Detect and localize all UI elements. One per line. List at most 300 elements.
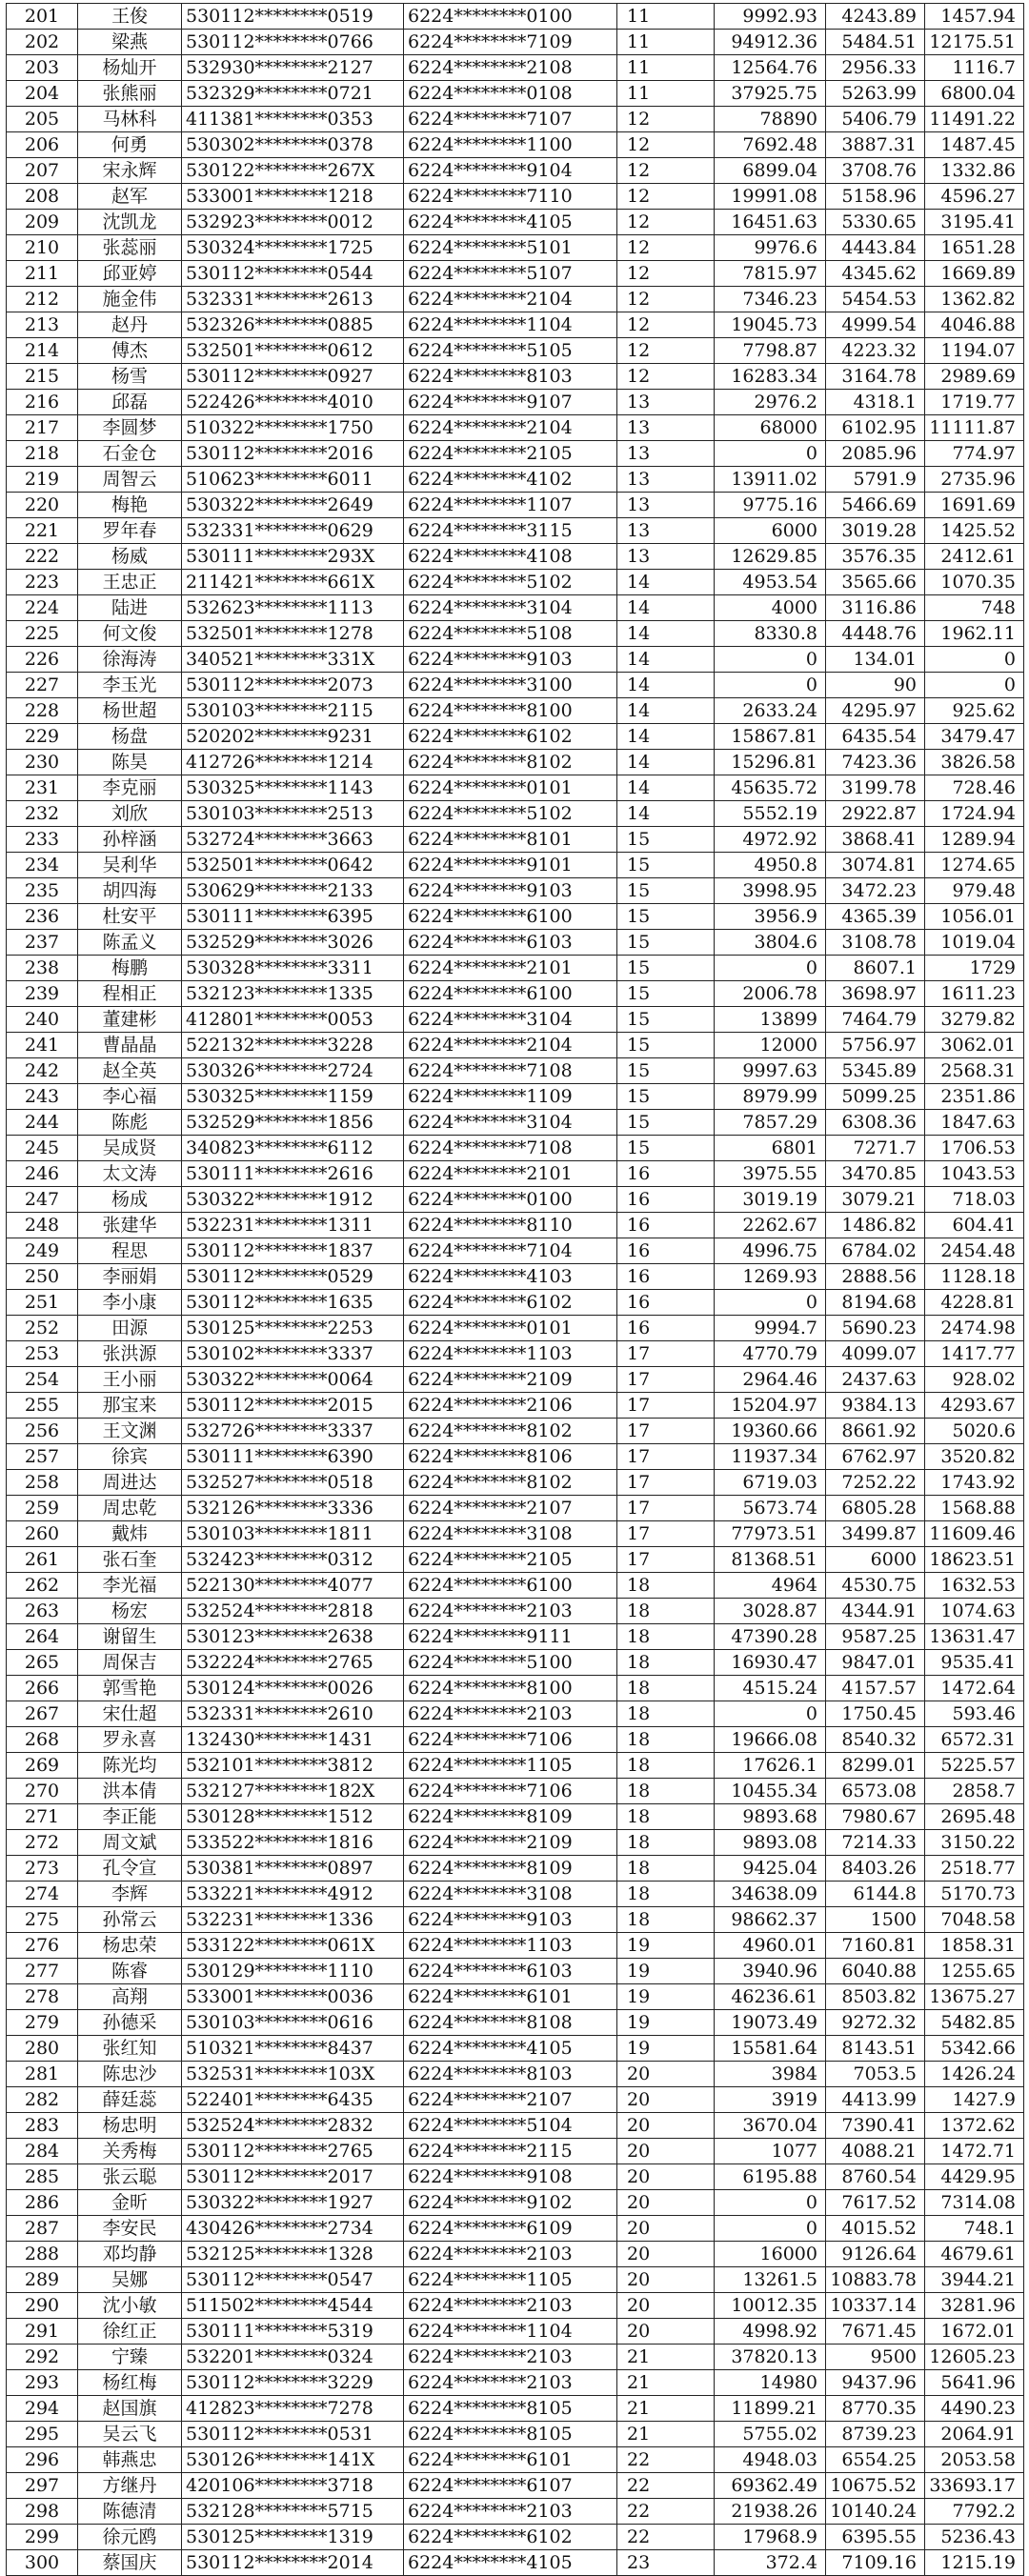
cell-card-number: 6224********5102 [404, 801, 617, 827]
cell-name: 胡四海 [78, 878, 182, 904]
cell-amount-a: 4000 [715, 595, 826, 621]
cell-group: 20 [617, 2139, 715, 2164]
cell-amount-c: 9535.41 [925, 1650, 1024, 1676]
cell-id-number: 530325********1159 [182, 1084, 404, 1110]
cell-amount-b: 7053.5 [826, 2062, 925, 2087]
cell-row-index: 268 [7, 1727, 78, 1753]
cell-amount-b: 90 [826, 673, 925, 698]
cell-row-index: 299 [7, 2525, 78, 2550]
cell-group: 18 [617, 1804, 715, 1830]
cell-id-number: 412823********7278 [182, 2396, 404, 2422]
cell-amount-a: 5673.74 [715, 1496, 826, 1521]
cell-row-index: 279 [7, 2010, 78, 2036]
cell-row-index: 246 [7, 1161, 78, 1187]
cell-row-index: 252 [7, 1316, 78, 1341]
cell-amount-c: 2454.48 [925, 1238, 1024, 1264]
cell-name: 董建彬 [78, 1007, 182, 1033]
table-row [7, 1058, 1024, 1084]
cell-group: 22 [617, 2525, 715, 2550]
table-row [7, 1727, 1024, 1753]
cell-amount-a: 7798.87 [715, 338, 826, 364]
cell-id-number: 530122********267X [182, 158, 404, 184]
cell-id-number: 530325********1143 [182, 775, 404, 801]
cell-name: 周文斌 [78, 1830, 182, 1856]
cell-id-number: 510321********8437 [182, 2036, 404, 2062]
cell-amount-a: 9994.7 [715, 1316, 826, 1341]
cell-name: 程思 [78, 1238, 182, 1264]
cell-row-index: 251 [7, 1290, 78, 1316]
cell-amount-c: 2351.86 [925, 1084, 1024, 1110]
cell-amount-a: 0 [715, 1290, 826, 1316]
table-row [7, 2216, 1024, 2242]
cell-group: 21 [617, 2345, 715, 2370]
cell-id-number: 530112********2014 [182, 2550, 404, 2576]
cell-amount-b: 6395.55 [826, 2525, 925, 2550]
cell-id-number: 530112********0927 [182, 364, 404, 390]
cell-group: 14 [617, 647, 715, 673]
cell-name: 宁臻 [78, 2345, 182, 2370]
table-row [7, 1907, 1024, 1933]
cell-id-number: 530128********1512 [182, 1804, 404, 1830]
cell-card-number: 6224********2107 [404, 2087, 617, 2113]
cell-group: 21 [617, 2396, 715, 2422]
cell-id-number: 532123********1335 [182, 981, 404, 1007]
cell-card-number: 6224********4105 [404, 210, 617, 235]
cell-amount-c: 2518.77 [925, 1856, 1024, 1882]
table-row [7, 544, 1024, 570]
cell-name: 梅鹏 [78, 956, 182, 981]
cell-group: 18 [617, 1624, 715, 1650]
table-row [7, 1753, 1024, 1779]
table-row [7, 312, 1024, 338]
cell-card-number: 6224********2109 [404, 1367, 617, 1393]
cell-name: 杨雪 [78, 364, 182, 390]
cell-amount-a: 17626.1 [715, 1753, 826, 1779]
cell-id-number: 532529********3026 [182, 930, 404, 956]
cell-row-index: 231 [7, 775, 78, 801]
table-row [7, 1779, 1024, 1804]
cell-card-number: 6224********1104 [404, 312, 617, 338]
cell-amount-a: 6000 [715, 518, 826, 544]
cell-amount-b: 8143.51 [826, 2036, 925, 2062]
cell-group: 17 [617, 1444, 715, 1470]
cell-name: 高翔 [78, 1984, 182, 2010]
cell-card-number: 6224********8103 [404, 364, 617, 390]
cell-row-index: 208 [7, 184, 78, 210]
cell-id-number: 532329********0721 [182, 81, 404, 107]
cell-amount-c: 1128.18 [925, 1264, 1024, 1290]
cell-amount-a: 78890 [715, 107, 826, 132]
cell-amount-a: 1269.93 [715, 1264, 826, 1290]
cell-card-number: 6224********3108 [404, 1882, 617, 1907]
cell-card-number: 6224********7108 [404, 1058, 617, 1084]
cell-row-index: 207 [7, 158, 78, 184]
cell-amount-c: 2858.7 [925, 1779, 1024, 1804]
table-row [7, 981, 1024, 1007]
cell-amount-a: 9976.6 [715, 235, 826, 261]
cell-amount-a: 2964.46 [715, 1367, 826, 1393]
cell-group: 19 [617, 2036, 715, 2062]
cell-row-index: 229 [7, 724, 78, 750]
table-row [7, 724, 1024, 750]
cell-amount-b: 5756.97 [826, 1033, 925, 1058]
cell-amount-a: 0 [715, 2190, 826, 2216]
cell-amount-a: 0 [715, 647, 826, 673]
cell-amount-a: 4996.75 [715, 1238, 826, 1264]
cell-amount-b: 3079.21 [826, 1187, 925, 1213]
cell-id-number: 532726********3337 [182, 1419, 404, 1444]
cell-amount-c: 925.62 [925, 698, 1024, 724]
cell-card-number: 6224********8109 [404, 1804, 617, 1830]
cell-amount-b: 10337.14 [826, 2293, 925, 2319]
table-row [7, 1084, 1024, 1110]
cell-amount-b: 2085.96 [826, 441, 925, 467]
table-row [7, 1676, 1024, 1701]
cell-group: 15 [617, 1110, 715, 1136]
cell-amount-b: 7617.52 [826, 2190, 925, 2216]
cell-amount-c: 18623.51 [925, 1547, 1024, 1573]
table-row [7, 2036, 1024, 2062]
cell-card-number: 6224********5105 [404, 338, 617, 364]
cell-row-index: 227 [7, 673, 78, 698]
cell-amount-c: 928.02 [925, 1367, 1024, 1393]
cell-amount-b: 8403.26 [826, 1856, 925, 1882]
cell-amount-c: 1568.88 [925, 1496, 1024, 1521]
cell-name: 杨成 [78, 1187, 182, 1213]
cell-amount-a: 372.4 [715, 2550, 826, 2576]
table-row [7, 1547, 1024, 1573]
cell-amount-a: 6195.88 [715, 2164, 826, 2190]
cell-group: 12 [617, 235, 715, 261]
cell-amount-b: 134.01 [826, 647, 925, 673]
cell-amount-b: 7214.33 [826, 1830, 925, 1856]
cell-amount-b: 6573.08 [826, 1779, 925, 1804]
cell-amount-c: 4679.61 [925, 2242, 1024, 2267]
cell-amount-a: 6899.04 [715, 158, 826, 184]
cell-row-index: 294 [7, 2396, 78, 2422]
cell-amount-c: 4228.81 [925, 1290, 1024, 1316]
cell-id-number: 532231********1336 [182, 1907, 404, 1933]
cell-group: 15 [617, 1007, 715, 1033]
table-row [7, 55, 1024, 81]
cell-group: 18 [617, 1882, 715, 1907]
cell-amount-c: 7314.08 [925, 2190, 1024, 2216]
cell-row-index: 228 [7, 698, 78, 724]
cell-group: 18 [617, 1676, 715, 1701]
cell-amount-b: 3470.85 [826, 1161, 925, 1187]
table-row [7, 2473, 1024, 2499]
table-row [7, 2499, 1024, 2525]
cell-group: 15 [617, 853, 715, 878]
cell-amount-b: 5466.69 [826, 493, 925, 518]
cell-name: 孙德采 [78, 2010, 182, 2036]
cell-amount-c: 1362.82 [925, 287, 1024, 312]
table-row [7, 698, 1024, 724]
cell-amount-a: 16283.34 [715, 364, 826, 390]
table-row [7, 1830, 1024, 1856]
table-row [7, 1701, 1024, 1727]
cell-amount-c: 1019.04 [925, 930, 1024, 956]
cell-id-number: 530126********141X [182, 2447, 404, 2473]
cell-amount-c: 718.03 [925, 1187, 1024, 1213]
cell-amount-c: 5236.43 [925, 2525, 1024, 2550]
cell-group: 23 [617, 2550, 715, 2576]
cell-amount-a: 9893.68 [715, 1804, 826, 1830]
cell-card-number: 6224********8100 [404, 698, 617, 724]
cell-amount-a: 34638.09 [715, 1882, 826, 1907]
cell-name: 陈彪 [78, 1110, 182, 1136]
cell-amount-a: 77973.51 [715, 1521, 826, 1547]
cell-amount-a: 8979.99 [715, 1084, 826, 1110]
cell-name: 洪本倩 [78, 1779, 182, 1804]
table-row [7, 1187, 1024, 1213]
cell-row-index: 257 [7, 1444, 78, 1470]
cell-card-number: 6224********8110 [404, 1213, 617, 1238]
cell-amount-b: 5406.79 [826, 107, 925, 132]
cell-amount-c: 2053.58 [925, 2447, 1024, 2473]
cell-name: 韩燕忠 [78, 2447, 182, 2473]
cell-amount-b: 2888.56 [826, 1264, 925, 1290]
cell-amount-b: 8607.1 [826, 956, 925, 981]
cell-name: 杨灿开 [78, 55, 182, 81]
cell-id-number: 511502********4544 [182, 2293, 404, 2319]
cell-amount-c: 7048.58 [925, 1907, 1024, 1933]
cell-group: 18 [617, 1830, 715, 1856]
table-row [7, 930, 1024, 956]
cell-id-number: 510322********1750 [182, 415, 404, 441]
cell-id-number: 530125********2253 [182, 1316, 404, 1341]
cell-group: 16 [617, 1161, 715, 1187]
cell-card-number: 6224********2103 [404, 2499, 617, 2525]
table-row [7, 1650, 1024, 1676]
cell-amount-a: 19360.66 [715, 1419, 826, 1444]
cell-amount-b: 4243.89 [826, 4, 925, 30]
cell-group: 14 [617, 595, 715, 621]
cell-amount-b: 8661.92 [826, 1419, 925, 1444]
cell-id-number: 530112********2015 [182, 1393, 404, 1419]
table-row [7, 1136, 1024, 1161]
cell-row-index: 239 [7, 981, 78, 1007]
cell-name: 那宝来 [78, 1393, 182, 1419]
table-row [7, 415, 1024, 441]
cell-id-number: 532326********0885 [182, 312, 404, 338]
cell-name: 杨世超 [78, 698, 182, 724]
cell-amount-a: 8330.8 [715, 621, 826, 647]
cell-amount-b: 7252.22 [826, 1470, 925, 1496]
table-row [7, 390, 1024, 415]
table-row [7, 2422, 1024, 2447]
table-row [7, 1033, 1024, 1058]
cell-amount-a: 0 [715, 441, 826, 467]
cell-card-number: 6224********6100 [404, 1573, 617, 1599]
cell-name: 杨忠明 [78, 2113, 182, 2139]
cell-amount-a: 6801 [715, 1136, 826, 1161]
cell-card-number: 6224********7108 [404, 1136, 617, 1161]
cell-group: 22 [617, 2473, 715, 2499]
cell-card-number: 6224********7106 [404, 1779, 617, 1804]
cell-amount-a: 15581.64 [715, 2036, 826, 2062]
cell-group: 14 [617, 750, 715, 775]
cell-card-number: 6224********2101 [404, 956, 617, 981]
table-row [7, 1959, 1024, 1984]
cell-amount-a: 2262.67 [715, 1213, 826, 1238]
cell-id-number: 530103********1811 [182, 1521, 404, 1547]
cell-row-index: 212 [7, 287, 78, 312]
cell-amount-c: 1632.53 [925, 1573, 1024, 1599]
cell-id-number: 532501********1278 [182, 621, 404, 647]
cell-row-index: 287 [7, 2216, 78, 2242]
cell-name: 吴娜 [78, 2267, 182, 2293]
cell-amount-b: 4295.97 [826, 698, 925, 724]
cell-amount-a: 47390.28 [715, 1624, 826, 1650]
cell-amount-a: 3028.87 [715, 1599, 826, 1624]
cell-amount-a: 4953.54 [715, 570, 826, 595]
table-row [7, 1882, 1024, 1907]
cell-group: 12 [617, 107, 715, 132]
cell-row-index: 247 [7, 1187, 78, 1213]
cell-group: 18 [617, 1907, 715, 1933]
cell-name: 马林科 [78, 107, 182, 132]
cell-amount-c: 1417.77 [925, 1341, 1024, 1367]
table-row [7, 2139, 1024, 2164]
cell-row-index: 245 [7, 1136, 78, 1161]
cell-id-number: 530112********2017 [182, 2164, 404, 2190]
cell-row-index: 296 [7, 2447, 78, 2473]
cell-card-number: 6224********0101 [404, 775, 617, 801]
cell-name: 邓均静 [78, 2242, 182, 2267]
cell-group: 14 [617, 570, 715, 595]
cell-row-index: 293 [7, 2370, 78, 2396]
table-row [7, 1444, 1024, 1470]
cell-amount-c: 1056.01 [925, 904, 1024, 930]
cell-card-number: 6224********7110 [404, 184, 617, 210]
cell-amount-b: 9437.96 [826, 2370, 925, 2396]
cell-id-number: 532231********1311 [182, 1213, 404, 1238]
table-row [7, 518, 1024, 544]
cell-amount-b: 8194.68 [826, 1290, 925, 1316]
cell-group: 15 [617, 981, 715, 1007]
cell-amount-c: 1074.63 [925, 1599, 1024, 1624]
cell-amount-b: 3074.81 [826, 853, 925, 878]
cell-group: 12 [617, 338, 715, 364]
cell-amount-b: 7160.81 [826, 1933, 925, 1959]
cell-id-number: 532101********3812 [182, 1753, 404, 1779]
cell-group: 13 [617, 544, 715, 570]
cell-card-number: 6224********2103 [404, 1701, 617, 1727]
cell-row-index: 267 [7, 1701, 78, 1727]
cell-name: 王小丽 [78, 1367, 182, 1393]
cell-id-number: 532423********0312 [182, 1547, 404, 1573]
cell-amount-a: 37820.13 [715, 2345, 826, 2370]
cell-name: 何文俊 [78, 621, 182, 647]
cell-card-number: 6224********4105 [404, 2036, 617, 2062]
cell-card-number: 6224********2104 [404, 287, 617, 312]
cell-amount-c: 1691.69 [925, 493, 1024, 518]
cell-group: 18 [617, 1599, 715, 1624]
cell-amount-a: 10455.34 [715, 1779, 826, 1804]
cell-name: 刘欣 [78, 801, 182, 827]
cell-amount-a: 15204.97 [715, 1393, 826, 1419]
cell-amount-a: 7857.29 [715, 1110, 826, 1136]
cell-group: 12 [617, 364, 715, 390]
cell-card-number: 6224********6102 [404, 2525, 617, 2550]
cell-id-number: 530112********0531 [182, 2422, 404, 2447]
cell-amount-b: 10140.24 [826, 2499, 925, 2525]
cell-card-number: 6224********1109 [404, 1084, 617, 1110]
table-row [7, 287, 1024, 312]
cell-row-index: 259 [7, 1496, 78, 1521]
cell-amount-b: 4344.91 [826, 1599, 925, 1624]
cell-amount-a: 19666.08 [715, 1727, 826, 1753]
cell-id-number: 530302********0378 [182, 132, 404, 158]
cell-amount-c: 1962.11 [925, 621, 1024, 647]
cell-amount-b: 6435.54 [826, 724, 925, 750]
table-row [7, 570, 1024, 595]
cell-amount-a: 4515.24 [715, 1676, 826, 1701]
cell-card-number: 6224********9104 [404, 158, 617, 184]
cell-id-number: 530111********2616 [182, 1161, 404, 1187]
cell-card-number: 6224********2115 [404, 2139, 617, 2164]
table-row [7, 1264, 1024, 1290]
cell-row-index: 262 [7, 1573, 78, 1599]
cell-id-number: 532501********0642 [182, 853, 404, 878]
cell-name: 周保吉 [78, 1650, 182, 1676]
cell-row-index: 244 [7, 1110, 78, 1136]
cell-row-index: 253 [7, 1341, 78, 1367]
cell-group: 14 [617, 801, 715, 827]
table-row [7, 2370, 1024, 2396]
cell-amount-a: 0 [715, 673, 826, 698]
cell-name: 陈昊 [78, 750, 182, 775]
cell-amount-c: 1289.94 [925, 827, 1024, 853]
cell-card-number: 6224********6100 [404, 904, 617, 930]
cell-id-number: 530111********5319 [182, 2319, 404, 2345]
cell-id-number: 532331********2613 [182, 287, 404, 312]
data-table [6, 3, 1024, 2576]
cell-card-number: 6224********8101 [404, 827, 617, 853]
table-row [7, 81, 1024, 107]
cell-amount-b: 3708.76 [826, 158, 925, 184]
cell-amount-a: 4950.8 [715, 853, 826, 878]
cell-amount-b: 10883.78 [826, 2267, 925, 2293]
cell-amount-a: 3670.04 [715, 2113, 826, 2139]
cell-amount-c: 3195.41 [925, 210, 1024, 235]
cell-amount-c: 5170.73 [925, 1882, 1024, 1907]
cell-name: 郭雪艳 [78, 1676, 182, 1701]
cell-name: 方继丹 [78, 2473, 182, 2499]
cell-amount-c: 1651.28 [925, 235, 1024, 261]
cell-amount-a: 12629.85 [715, 544, 826, 570]
cell-amount-c: 13675.27 [925, 1984, 1024, 2010]
cell-amount-b: 7271.7 [826, 1136, 925, 1161]
cell-group: 15 [617, 1058, 715, 1084]
cell-row-index: 248 [7, 1213, 78, 1238]
cell-group: 20 [617, 2087, 715, 2113]
cell-amount-c: 1215.19 [925, 2550, 1024, 2576]
table-row [7, 30, 1024, 55]
cell-amount-a: 3019.19 [715, 1187, 826, 1213]
cell-amount-c: 6800.04 [925, 81, 1024, 107]
cell-amount-a: 6719.03 [715, 1470, 826, 1496]
cell-group: 14 [617, 724, 715, 750]
cell-group: 15 [617, 1136, 715, 1161]
cell-id-number: 520202********9231 [182, 724, 404, 750]
cell-name: 陆进 [78, 595, 182, 621]
cell-amount-c: 604.41 [925, 1213, 1024, 1238]
cell-name: 陈忠沙 [78, 2062, 182, 2087]
cell-amount-b: 6308.36 [826, 1110, 925, 1136]
cell-amount-b: 8299.01 [826, 1753, 925, 1779]
